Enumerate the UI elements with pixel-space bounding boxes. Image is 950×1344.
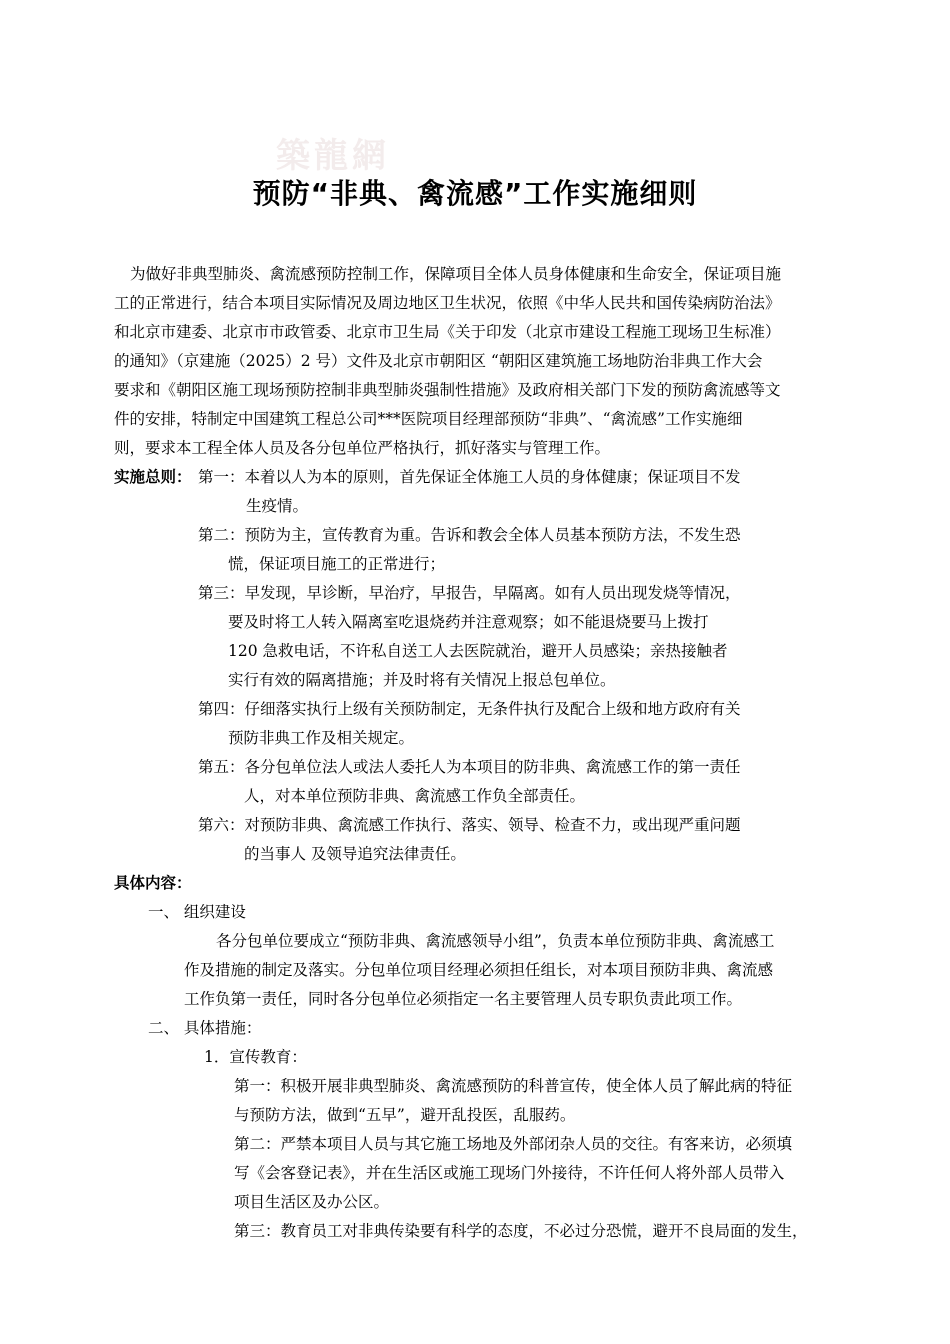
item-line: 第三：教育员工对非典传染要有科学的态度，不必过分恐慌，避开不良局面的发生， <box>234 1222 808 1240</box>
intro-line: 工的正常进行，结合本项目实际情况及周边地区卫生状况，依照《中华人民共和国传染病防治法》 <box>114 294 781 312</box>
watermark: 築龍網 <box>276 136 390 176</box>
section-line: 工作负第一责任，同时各分包单位必须指定一名主要管理人员专职负责此项工作。 <box>184 990 743 1008</box>
principle-line: 第四：仔细落实执行上级有关预防制定，无条件执行及配合上级和地方政府有关 <box>198 700 741 718</box>
principle-line: 实行有效的隔离措施；并及时将有关情况上报总包单位。 <box>228 671 616 689</box>
intro-line: 和北京市建委、北京市市政管委、北京市卫生局《关于印发（北京市建设工程施工现场卫生标准） <box>114 323 781 341</box>
intro-line: 件的安排，特制定中国建筑工程总公司***医院项目经理部预防“非典”、“禽流感”工作实施细 <box>114 410 743 428</box>
item-line: 与预防方法，做到“五早”，避开乱投医，乱服药。 <box>234 1106 576 1124</box>
section-heading: 一、 组织建设 <box>148 903 246 921</box>
principle-line: 预防非典工作及相关规定。 <box>228 729 415 747</box>
principle-line: 第六：对预防非典、禽流感工作执行、落实、领导、检查不力，或出现严重问题 <box>198 816 741 834</box>
principle-line: 人，对本单位预防非典、禽流感工作负全部责任。 <box>244 787 586 805</box>
principle-line: 第三：早发现，早诊断，早治疗，早报告，早隔离。如有人员出现发烧等情况， <box>198 584 741 602</box>
section-line: 作及措施的制定及落实。分包单位项目经理必须担任组长，对本项目预防非典、禽流感 <box>184 961 774 979</box>
item-line: 写《会客登记表》，并在生活区或施工现场门外接待，不许任何人将外部人员带入 <box>234 1164 785 1182</box>
principle-line: 第五：各分包单位法人或法人委托人为本项目的防非典、禽流感工作的第一责任 <box>198 758 741 776</box>
intro-line: 的通知》（京建施（2025）2 号）文件及北京市朝阳区 “朝阳区建筑施工场地防治非典工作大会 <box>114 352 763 370</box>
principle-line: 慌，保证项目施工的正常进行； <box>228 555 446 573</box>
item-line: 项目生活区及办公区。 <box>234 1193 390 1211</box>
principle-line: 的当事人 及领导追究法律责任。 <box>244 845 466 863</box>
intro-line: 则，要求本工程全体人员及各分包单位严格执行，抓好落实与管理工作。 <box>114 439 611 457</box>
principle-line: 120 急救电话，不许私自送工人去医院就治，避开人员感染；亲热接触者 <box>228 642 728 660</box>
item-line: 第二：严禁本项目人员与其它施工场地及外部闭杂人员的交往。有客来访，必须填 <box>234 1135 793 1153</box>
item-line: 第一：积极开展非典型肺炎、禽流感预防的科普宣传，使全体人员了解此病的特征 <box>234 1077 793 1095</box>
intro-line: 为做好非典型肺炎、禽流感预防控制工作，保障项目全体人员身体健康和生命安全，保证项目施 <box>130 265 782 283</box>
section-line: 各分包单位要成立“预防非典、禽流感领导小组”，负责本单位预防非典、禽流感工 <box>216 932 775 950</box>
page-title: 预防“非典、禽流感”工作实施细则 <box>252 177 698 210</box>
principle-line: 要及时将工人转入隔离室吃退烧药并注意观察；如不能退烧要马上拨打 <box>228 613 709 631</box>
intro-line: 要求和《朝阳区施工现场预防控制非典型肺炎强制性措施》及政府相关部门下发的预防禽流感等文 <box>114 381 781 399</box>
content-heading: 具体内容： <box>114 874 192 892</box>
principle-line: 第二：预防为主，宣传教育为重。告诉和教会全体人员基本预防方法，不发生恐 <box>198 526 741 544</box>
principle-line: 第一：本着以人为本的原则，首先保证全体施工人员的身体健康；保证项目不发 <box>198 468 741 486</box>
principles-heading: 实施总则： <box>114 468 192 486</box>
item-heading: 1．宣传教育： <box>204 1048 307 1066</box>
principle-line: 生疫情。 <box>246 497 309 515</box>
section-heading: 二、 具体措施： <box>148 1019 262 1037</box>
